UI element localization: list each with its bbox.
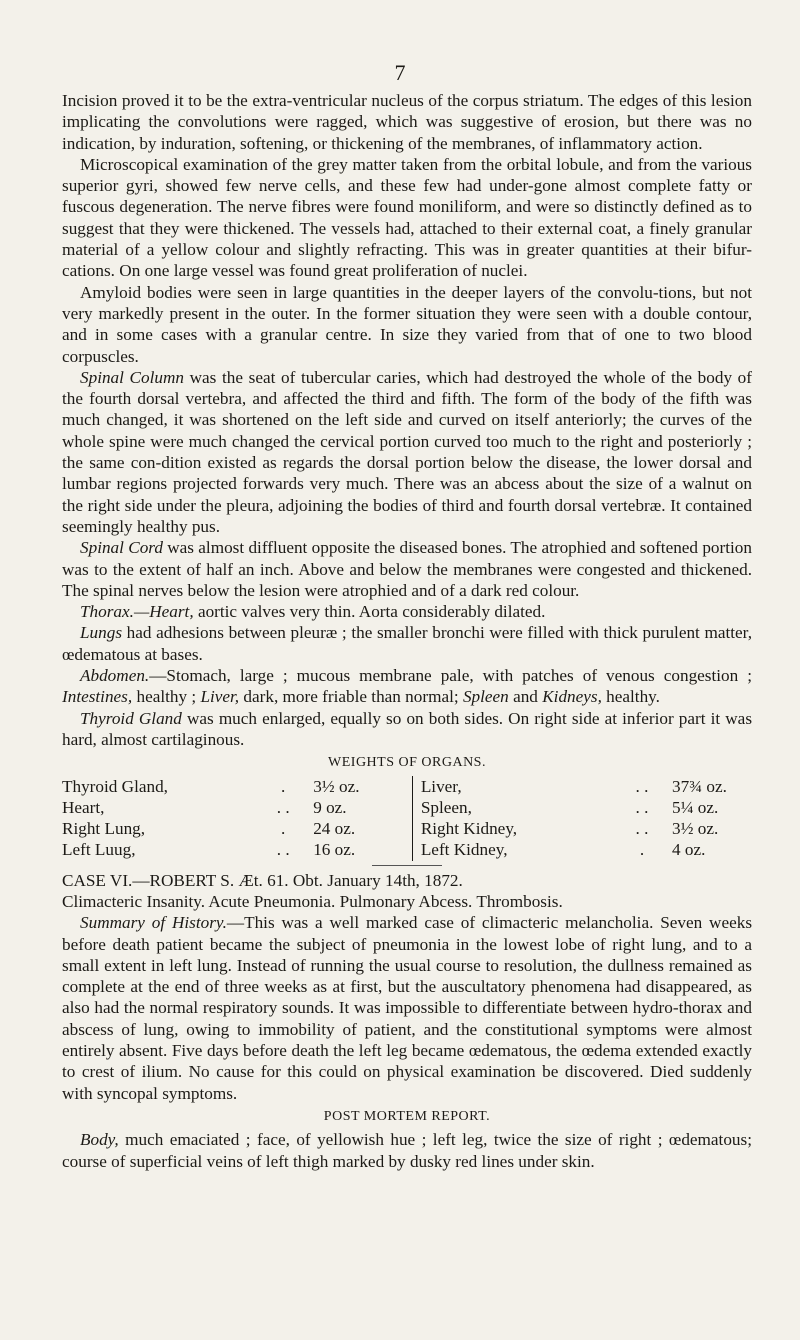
main-text bbox=[62, 90, 752, 1172]
paragraph-text: healthy ; bbox=[132, 687, 201, 707]
paragraph-text: aortic valves very thin. Aorta considerably dilated. bbox=[193, 602, 546, 622]
paragraph bbox=[62, 367, 752, 537]
paragraph bbox=[62, 912, 752, 1104]
weight-row bbox=[62, 776, 393, 797]
section-title: Thorax.—Heart, bbox=[80, 602, 194, 622]
organ-name: Right Kidney, bbox=[420, 819, 518, 839]
paragraph-text: was the seat of tubercular caries, which had destroyed the whole of the body of the fourth dorsal vertebra, and affected the third and fifth. The form of the body of the fifth was much changed, it was shortened on the left side and curved on itself anteriorly; the curves of the whole spine were much changed the cervical portion curved too much to the right and posteriorly ; the same con-dition existed as regards the dorsal portion below the disease, the lower dorsal and lumbar regions projected forwards very much. There was an abcess about the size of a walnut on the right side under the pleura, adjoining the bodies of third and fourth dorsal vertebræ. It contained seemingly healthy pus. bbox=[62, 367, 752, 536]
paragraph-text: and bbox=[508, 687, 543, 707]
case-heading: CASE VI.—ROBERT S. Æt. 61. Obt. January 14th, 1872. bbox=[62, 870, 463, 890]
weight-row bbox=[62, 818, 393, 839]
organ-name: Spleen, bbox=[420, 797, 472, 817]
organ-name: Thyroid Gland, bbox=[62, 776, 168, 796]
organ-term: Liver, bbox=[200, 687, 240, 707]
organ-weight: 3½ oz. bbox=[672, 819, 719, 839]
leader-dots: . . bbox=[635, 797, 649, 817]
organ-name: Right Lung, bbox=[62, 819, 146, 839]
paragraph bbox=[62, 665, 752, 708]
paragraph: Amyloid bodies were seen in large quantities in the deeper layers of the convolu-tions, but not very markedly present in the outer. In the former situation they were seen with a double contour, and in some cases with a granular centre. In size they varied from that of one to two blood corpuscles. bbox=[62, 282, 752, 366]
weight-row bbox=[421, 839, 752, 860]
weights-table bbox=[62, 776, 752, 861]
paragraph bbox=[62, 622, 752, 665]
paragraph-text: —Stomach, large ; mucous membrane pale, with patches of venous congestion ; bbox=[149, 666, 752, 686]
paragraph bbox=[62, 601, 752, 622]
leader-dots: . bbox=[281, 776, 286, 796]
case-subheading: Climacteric Insanity. Acute Pneumonia. Pulmonary Abcess. Thrombosis. bbox=[62, 891, 563, 911]
leader-dots: . . bbox=[635, 776, 649, 796]
organ-name: Liver, bbox=[420, 776, 462, 796]
paragraph-text: —This was a well marked case of climacteric melancholia. Seven weeks before death patient became the subject of pneumonia in the lowest lobe of right lung, and to a small extent in left lung. Instead of running the usual course to resolution, the dullness remained as complete at the end of three weeks as at first, but the auscultatory phenomena had disappeared, as also had the normal respiratory sounds. It was impossible to differentiate between hydro-thorax and abscess of lung, owing to immobility of patient, and the constitutional symptoms were almost entirely absent. Five days before death the left leg became œdematous, the œdema extended exactly to crest of ilium. No cause for this could on physical examination be discovered. Died suddenly with syncopal symptoms. bbox=[62, 913, 753, 1103]
report-heading: POST MORTEM REPORT. bbox=[323, 1108, 491, 1124]
paragraph-text: was almost diffluent opposite the diseased bones. The atrophied and softened portion was to the extent of half an inch. Above and below the membranes were congested and thickened. The spinal nerves below the lesion were atrophied and of a dark red colour. bbox=[62, 538, 752, 600]
leader-dots: . . bbox=[276, 797, 290, 817]
weight-row bbox=[62, 797, 393, 818]
organ-term: Kidneys, bbox=[542, 687, 602, 707]
section-title: Spinal Column bbox=[80, 367, 184, 387]
section-title: Body, bbox=[80, 1130, 119, 1150]
section-title: Lungs bbox=[80, 623, 123, 643]
paragraph bbox=[62, 708, 752, 751]
paragraph-text: dark, more friable than normal; bbox=[239, 687, 463, 707]
organ-weight: 24 oz. bbox=[313, 819, 356, 839]
paragraph bbox=[62, 537, 752, 601]
leader-dots: . bbox=[639, 840, 645, 860]
weights-column-left bbox=[62, 776, 393, 861]
paragraph-text: was much enlarged, equally so on both sides. On right side at inferior part it was hard, almost cartilaginous. bbox=[62, 708, 753, 749]
weight-row bbox=[421, 776, 752, 797]
page-number: 7 bbox=[394, 60, 406, 85]
weight-row bbox=[421, 797, 752, 818]
paragraph-text: much emaciated ; face, of yellowish hue ; left leg, twice the size of right ; œdematous; course of superficial veins of left thigh marked by dusky red lines under skin. bbox=[62, 1130, 752, 1171]
leader-dots: . bbox=[281, 819, 286, 839]
organ-term: Spleen bbox=[462, 687, 509, 707]
section-title: Thyroid Gland bbox=[80, 708, 182, 728]
section-title: Spinal Cord bbox=[80, 538, 163, 558]
organ-term: Intestines, bbox=[62, 687, 133, 707]
weight-row bbox=[62, 839, 393, 860]
organ-weight: 16 oz. bbox=[313, 840, 356, 860]
paragraph: Incision proved it to be the extra-ventricular nucleus of the corpus striatum. The edges of this lesion implicating the convolutions were ragged, which was suggestive of erosion, but there was no indication, by induration, softening, or thickening of the membranes, of inflammatory action. bbox=[62, 91, 752, 153]
leader-dots: . . bbox=[635, 819, 649, 839]
section-title: Abdomen. bbox=[80, 666, 150, 686]
organ-name: Left Kidney, bbox=[420, 840, 508, 860]
organ-weight: 5¼ oz. bbox=[672, 797, 719, 817]
leader-dots: . . bbox=[276, 840, 290, 860]
paragraph: Microscopical examination of the grey matter taken from the orbital lobule, and from the various superior gyri, showed few nerve cells, and these few had under-gone almost complete fatty or fuscous degeneration. The nerve fibres were found moniliform, and were so distinctly defined as to suggest that they were thickened. The vessels had, attached to their external coat, a finely granular material of a yellow colour and slightly refracting. This was in greater quantities at their bifur-cations. On one large vessel was found great proliferation of nuclei. bbox=[62, 154, 752, 281]
organ-weight: 3½ oz. bbox=[313, 776, 360, 796]
section-title: Summary of History. bbox=[80, 913, 227, 933]
organ-weight: 9 oz. bbox=[313, 797, 347, 817]
organ-name: Left Luug, bbox=[62, 840, 136, 860]
organ-weight: 4 oz. bbox=[672, 840, 706, 860]
paragraph bbox=[62, 1129, 752, 1172]
organ-weight: 37¾ oz. bbox=[672, 776, 727, 796]
weights-column-right bbox=[412, 776, 752, 861]
divider-rule bbox=[372, 865, 442, 866]
weight-row bbox=[421, 818, 752, 839]
paragraph-text: healthy. bbox=[601, 687, 660, 707]
weights-heading: WEIGHTS OF ORGANS. bbox=[328, 755, 486, 771]
organ-name: Heart, bbox=[62, 797, 105, 817]
paragraph-text: had adhesions between pleuræ ; the smaller bronchi were filled with thick purulent matter, œdematous at bases. bbox=[62, 623, 752, 664]
